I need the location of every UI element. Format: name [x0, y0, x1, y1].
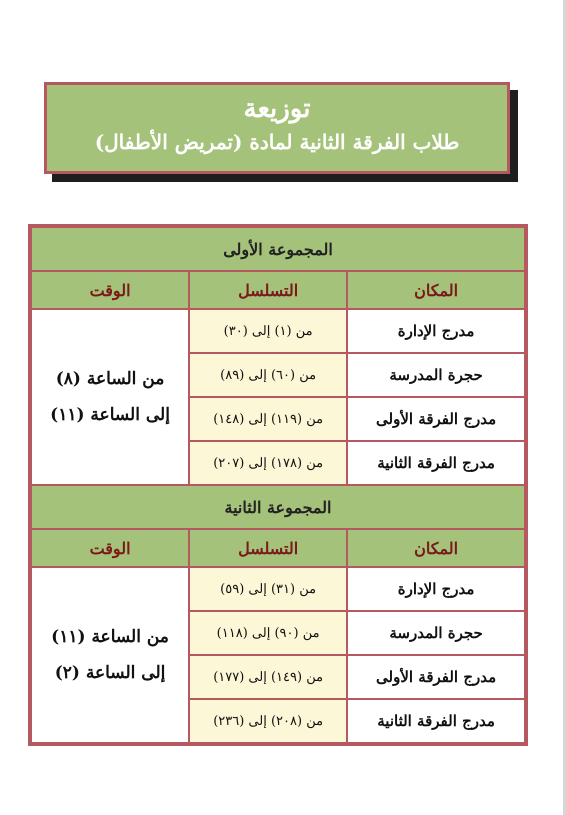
time-from: من الساعة (١١): [51, 627, 169, 647]
time-cell: [31, 567, 189, 743]
serial-cell: من (١٧٨) إلى (٢٠٧): [189, 441, 347, 485]
time-to: إلى الساعة (١١): [50, 405, 170, 425]
column-header-time: الوقت: [31, 271, 189, 309]
place-cell: مدرج الفرقة الثانية: [347, 699, 525, 743]
place-cell: حجرة المدرسة: [347, 611, 525, 655]
column-header-place: المكان: [347, 529, 525, 567]
table-row: [31, 309, 525, 353]
serial-cell: من (٦٠) إلى (٨٩): [189, 353, 347, 397]
serial-cell: من (١) إلى (٣٠): [189, 309, 347, 353]
place-cell: مدرج الفرقة الأولى: [347, 397, 525, 441]
title-banner: [44, 82, 510, 174]
title-main: توزيعة: [243, 94, 311, 124]
group-title: المجموعة الأولى: [31, 227, 525, 271]
serial-cell: من (٩٠) إلى (١١٨): [189, 611, 347, 655]
title-subtitle: طلاب الفرقة الثانية لمادة (تمريض الأطفال): [94, 130, 460, 154]
group-header-row: [31, 485, 525, 529]
schedule-table: [28, 224, 528, 746]
column-header-serial: التسلسل: [189, 529, 347, 567]
group-title: المجموعة الثانية: [31, 485, 525, 529]
place-cell: مدرج الإدارة: [347, 567, 525, 611]
place-cell: حجرة المدرسة: [347, 353, 525, 397]
place-cell: مدرج الإدارة: [347, 309, 525, 353]
time-cell: [31, 309, 189, 485]
table-row: [31, 567, 525, 611]
serial-cell: من (١٤٩) إلى (١٧٧): [189, 655, 347, 699]
serial-cell: من (٢٠٨) إلى (٢٣٦): [189, 699, 347, 743]
column-header-place: المكان: [347, 271, 525, 309]
time-from: من الساعة (٨): [55, 369, 165, 389]
serial-cell: من (٣١) إلى (٥٩): [189, 567, 347, 611]
column-header-time: الوقت: [31, 529, 189, 567]
time-to: إلى الساعة (٢): [54, 663, 166, 683]
column-header-serial: التسلسل: [189, 271, 347, 309]
serial-cell: من (١١٩) إلى (١٤٨): [189, 397, 347, 441]
column-header-row: [31, 271, 525, 309]
group-header-row: [31, 227, 525, 271]
place-cell: مدرج الفرقة الأولى: [347, 655, 525, 699]
column-header-row: [31, 529, 525, 567]
place-cell: مدرج الفرقة الثانية: [347, 441, 525, 485]
